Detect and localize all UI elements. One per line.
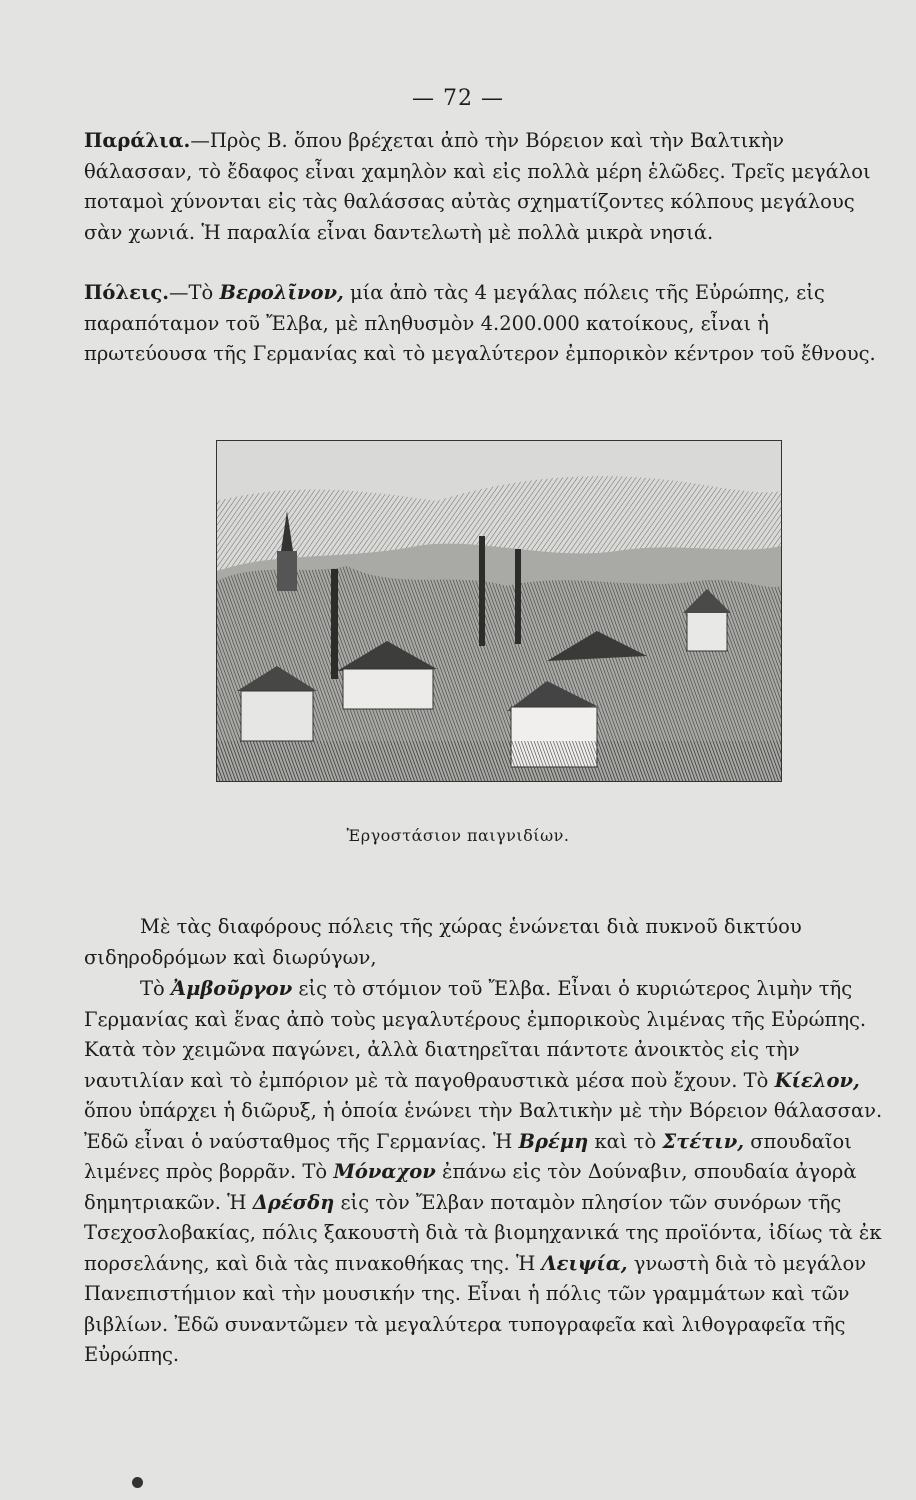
ink-dot bbox=[132, 1477, 143, 1488]
ports-text-0: Τὸ bbox=[140, 977, 171, 1000]
city-leipzig: Λειψία, bbox=[541, 1251, 628, 1275]
ports-text-5: ἐπάνω εἰς τὸν Δούναβιν, σπουδαία ἀγορὰ δημητριακῶν. Ἡ bbox=[84, 1160, 857, 1214]
coast-text: —Πρὸς Β. ὅπου βρέχεται ἀπὸ τὴν Βόρειον καὶ τὴν Βαλτικὴν θάλασσαν, τὸ ἔδαφος εἶναι χαμηλὸν καὶ εἰς πολλὰ μέρη ἑλῶδες. Τρεῖς μεγάλοι ποταμοὶ χύνονται εἰς τὰς θαλάσσας αὐτὰς σχηματίζοντες κόλπους μεγάλους σὰν χωνιά. Ἡ παραλία εἶναι δαντελωτὴ μὲ πολλὰ μικρὰ νησιά. bbox=[84, 129, 871, 244]
ports-text-4: σπουδαῖοι λιμένες πρὸς βορρᾶν. Τὸ bbox=[84, 1129, 852, 1183]
city-hamburg: Ἀμβοῦργον bbox=[170, 977, 293, 1000]
cities-text-1: —Τὸ bbox=[169, 281, 220, 304]
heading-coast: Παράλια. bbox=[84, 129, 191, 152]
paragraph-cities bbox=[84, 278, 894, 370]
city-stettin: Στέτιν, bbox=[662, 1129, 745, 1153]
paragraph-coast bbox=[84, 126, 894, 248]
city-bremen: Βρέμη bbox=[518, 1129, 589, 1153]
paragraph-ports bbox=[84, 974, 894, 1371]
heading-cities: Πόλεις. bbox=[84, 281, 170, 304]
paragraph-network: Μὲ τὰς διαφόρους πόλεις τῆς χώρας ἑνώνεται διὰ πυκνοῦ δικτύου σιδηροδρόμων καὶ διωρύγων, bbox=[84, 915, 802, 969]
city-dresden: Δρέσδη bbox=[252, 1190, 335, 1214]
figure-caption: Ἐργοστάσιον παιγνιδίων. bbox=[346, 826, 570, 845]
ports-text-7: γνωστὴ διὰ τὸ μεγάλον Πανεπιστήμιον καὶ τὴν μουσικήν της. Εἶναι ἡ πόλις τῶν γραμμάτων καὶ τῶν βιβλίων. Ἐδῶ συναντῶμεν τὰ μεγαλύτερα τυπογραφεῖα καὶ λιθογραφεῖα τῆς Εὐρώπης. bbox=[84, 1251, 867, 1366]
city-berlin: Βερολῖνον, bbox=[219, 281, 344, 304]
city-munich: Μόναχον bbox=[333, 1160, 436, 1183]
city-kiel: Κίελον, bbox=[774, 1068, 860, 1092]
ports-text-3: καὶ τὸ bbox=[588, 1129, 663, 1153]
engraving-illustration bbox=[216, 440, 782, 782]
cities-text-2: μία ἀπὸ τὰς 4 μεγάλας πόλεις τῆς Εὐρώπης, εἰς παραπόταμον τοῦ Ἔλβα, μὲ πληθυσμὸν 4.200.000 κατοίκους, εἶναι ἡ πρωτεύουσα τῆς Γερμανίας καὶ τὸ μεγαλύτερον ἐμπορικὸν κέντρον τοῦ ἔθνους. bbox=[84, 281, 876, 365]
factory-town-engraving bbox=[217, 441, 781, 781]
page-number: — 72 — bbox=[412, 86, 504, 111]
ports-text-1: εἰς τὸ στόμιον τοῦ Ἔλβα. Εἶναι ὁ κυριώτερος λιμὴν τῆς Γερμανίας καὶ ἕνας ἀπὸ τοὺς μεγαλυτέρους ἐμπορικοὺς λιμένας τῆς Εὐρώπης. Κατὰ τὸν χειμῶνα παγώνει, ἀλλὰ διατηρεῖται πάντοτε ἀνοικτὸς εἰς τὴν ναυτιλίαν καὶ τὸ ἐμπόριον μὲ τὰ παγοθραυστικὰ μέσα ποὺ ἔχουν. Τὸ bbox=[84, 977, 867, 1092]
ports-text-6: εἰς τὸν Ἔλβαν ποταμὸν πλησίον τῶν συνόρων τῆς Τσεχοσλοβακίας, πόλις ξακουστὴ διὰ τὰ βιομηχανικά της προϊόντα, ἰδίως τὰ ἐκ πορσελάνης, καὶ διὰ τὰς πινακοθήκας της. Ἡ bbox=[84, 1190, 882, 1275]
ports-text-2: ὅπου ὑπάρχει ἡ διῶρυξ, ἡ ὁποία ἑνώνει τὴν Βαλτικὴν μὲ τὴν Βόρειον θάλασσαν. Ἐδῶ εἶναι ὁ ναύσταθμος τῆς Γερμανίας. Ἡ bbox=[84, 1099, 883, 1153]
